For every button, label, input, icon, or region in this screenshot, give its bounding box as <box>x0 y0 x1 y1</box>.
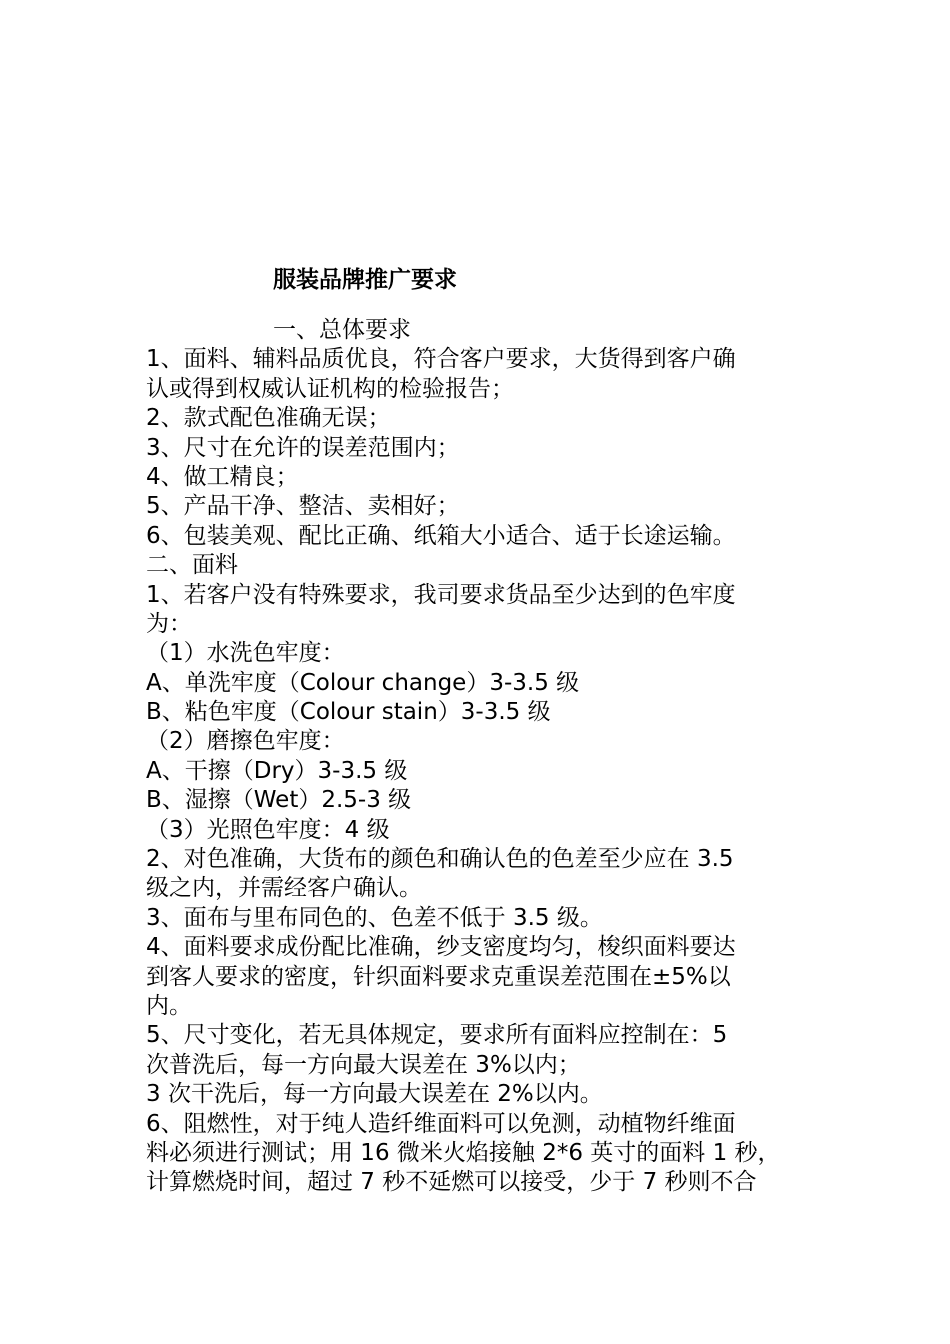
text-line: 1、面料、辅料品质优良，符合客户要求，大货得到客户确 <box>146 346 736 373</box>
text-line: 料必须进行测试；用 16 微米火焰接触 2*6 英寸的面料 1 秒， <box>146 1139 781 1166</box>
text-line: 6、阻燃性，对于纯人造纤维面料可以免测，动植物纤维面 <box>146 1110 736 1137</box>
text-line: 2、款式配色准确无误； <box>146 405 391 432</box>
text-line: B、粘色牢度（Colour stain）3-3.5 级 <box>146 699 551 726</box>
text-line: 4、做工精良； <box>146 463 299 490</box>
text-line: 到客人要求的密度，针织面料要求克重误差范围在±5%以 <box>146 963 731 990</box>
text-line: B、湿擦（Wet）2.5-3 级 <box>146 787 412 814</box>
text-line: 次普洗后，每一方向最大误差在 3%以内； <box>146 1051 581 1078</box>
section-heading-fabric: 二、面料 <box>146 552 238 579</box>
text-line: 3 次干洗后，每一方向最大误差在 2%以内。 <box>146 1081 603 1108</box>
text-line: 2、对色准确，大货布的颜色和确认色的色差至少应在 3.5 <box>146 846 734 873</box>
text-line: 认或得到权威认证机构的检验报告； <box>146 375 514 402</box>
text-line: （3）光照色牢度：4 级 <box>146 816 390 843</box>
text-line: A、单洗牢度（Colour change）3-3.5 级 <box>146 669 580 696</box>
text-line: 计算燃烧时间，超过 7 秒不延燃可以接受，少于 7 秒则不合 <box>146 1169 757 1196</box>
text-line: 3、尺寸在允许的误差范围内； <box>146 434 460 461</box>
text-line: （1）水洗色牢度： <box>146 640 345 667</box>
text-line: 3、面布与里布同色的、色差不低于 3.5 级。 <box>146 904 603 931</box>
text-line: 级之内，并需经客户确认。 <box>146 875 422 902</box>
text-line: 5、产品干净、整洁、卖相好； <box>146 493 460 520</box>
text-line: 为： <box>146 610 192 637</box>
text-line: （2）磨擦色牢度： <box>146 728 345 755</box>
text-line: 内。 <box>146 992 192 1019</box>
text-line: A、干擦（Dry）3-3.5 级 <box>146 757 408 784</box>
text-line: 5、尺寸变化，若无具体规定，要求所有面料应控制在：5 <box>146 1022 728 1049</box>
text-line: 6、包装美观、配比正确、纸箱大小适合、适于长途运输。 <box>146 522 736 549</box>
document-title: 服装品牌推广要求 <box>273 267 457 293</box>
section-heading-general: 一、总体要求 <box>273 317 411 343</box>
document-body <box>146 316 814 1198</box>
text-line: 4、面料要求成份配比准确，纱支密度均匀，梭织面料要达 <box>146 934 736 961</box>
text-line: 1、若客户没有特殊要求，我司要求货品至少达到的色牢度 <box>146 581 736 608</box>
